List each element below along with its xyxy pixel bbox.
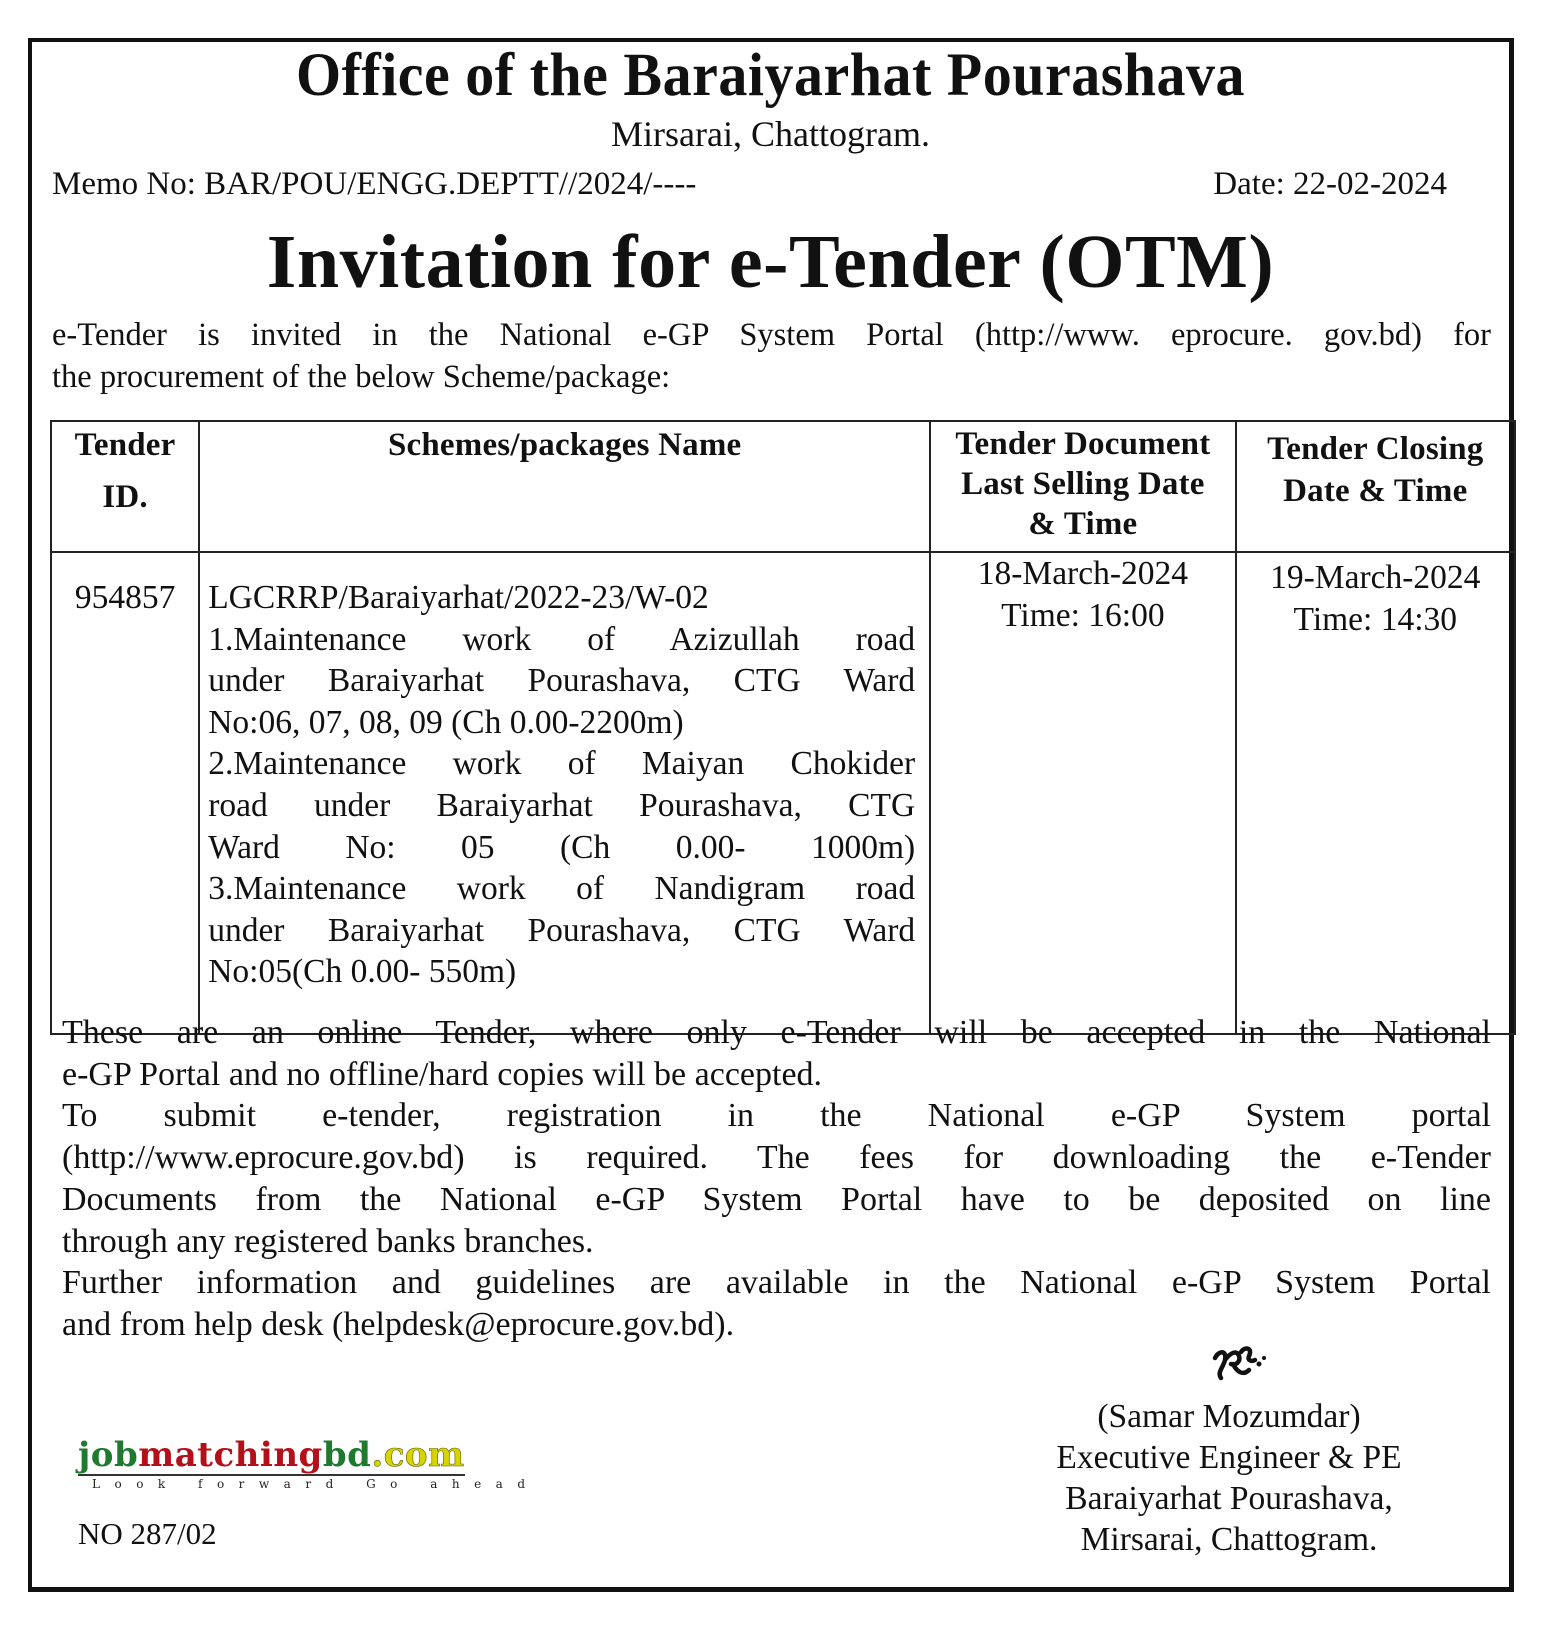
intro-line: the procurement of the below Scheme/package: (52, 359, 671, 395)
memo-number: Memo No: BAR/POU/ENGG.DEPTT//2024/---- (52, 166, 697, 202)
signatory-location: Mirsarai, Chattogram. (1080, 1521, 1378, 1558)
scheme-line: No:05(Ch 0.00- 550m) (208, 953, 517, 991)
table-header-row (51, 421, 1515, 552)
office-location: Mirsarai, Chattogram. (611, 114, 930, 154)
notice-date: Date: 22-02-2024 (1213, 166, 1447, 202)
scheme-line: 3.Maintenance work of Nandigram road (208, 870, 916, 908)
header-closing: Tender Closing Date & Time (1236, 421, 1515, 552)
scheme-name-cell (199, 552, 930, 1034)
scheme-line: Ward No: 05 (Ch 0.00- 1000m) (208, 828, 916, 866)
tender-id-cell (51, 552, 199, 1034)
last-selling-time: Time: 16:00 (1001, 596, 1165, 634)
terms-paragraph (62, 1012, 1491, 1346)
terms-line: (http://www.eprocure.gov.bd) is required. The fees for downloading the e-Tender (62, 1139, 1491, 1177)
terms-line: To submit e-tender, registration in the National e-GP System portal (62, 1097, 1491, 1135)
closing-time: Time: 14:30 (1293, 600, 1458, 638)
notice-title: Invitation for e-Tender (OTM) (266, 220, 1275, 304)
scheme-line: LGCRRP/Baraiyarhat/2022-23/W-02 (208, 579, 709, 616)
scheme-line: No:06, 07, 08, 09 (Ch 0.00-2200m) (208, 703, 684, 741)
header-scheme-name: Schemes/packages Name (199, 421, 930, 552)
signatory-office: Baraiyarhat Pourashava, (1065, 1480, 1393, 1517)
watermark-logo (78, 1435, 540, 1492)
signatory-name: (Samar Mozumdar) (1097, 1398, 1361, 1435)
signature-block (1009, 1342, 1449, 1560)
scheme-line: 2.Maintenance work of Maiyan Chokider (208, 745, 916, 783)
memo-row (52, 168, 1447, 201)
last-selling-date: 18-March-2024 (977, 555, 1188, 592)
scheme-line: 1.Maintenance work of Azizullah road (208, 620, 916, 658)
tender-table (50, 420, 1516, 1035)
terms-line: through any registered banks branches. (62, 1222, 594, 1260)
intro-paragraph (52, 314, 1491, 398)
intro-line: e-Tender is invited in the National e-GP System Portal (http://www. eprocure. gov.bd) for (52, 317, 1491, 353)
header-tender-id: Tender ID. (51, 421, 199, 552)
watermark-wordmark: jobmatchingbd.com (78, 1435, 465, 1475)
office-title: Office of the Baraiyarhat Pourashava (295, 40, 1246, 109)
terms-line: These are an online Tender, where only e-Tender will be accepted in the National (62, 1014, 1491, 1051)
terms-line: e-GP Portal and no offline/hard copies will be accepted. (62, 1055, 823, 1093)
reference-number: NO 287/02 (78, 1516, 217, 1551)
terms-line: Further information and guidelines are available in the National e-GP System Portal (62, 1264, 1491, 1302)
signatory-designation: Executive Engineer & PE (1056, 1439, 1402, 1476)
table-row (51, 552, 1515, 1034)
watermark-tagline: Look forward Go ahead (92, 1477, 540, 1491)
scheme-line: under Baraiyarhat Pourashava, CTG Ward (208, 911, 916, 949)
tender-id: 954857 (74, 579, 176, 616)
tender-notice (28, 38, 1514, 1592)
scheme-line: under Baraiyarhat Pourashava, CTG Ward (208, 662, 916, 700)
signature-mark-icon (1009, 1342, 1449, 1396)
closing-date: 19-March-2024 (1270, 559, 1481, 596)
terms-line: and from help desk (helpdesk@eprocure.gov.bd). (62, 1305, 735, 1343)
header-last-selling: Tender Document Last Selling Date & Time (930, 421, 1235, 552)
scheme-line: road under Baraiyarhat Pourashava, CTG (208, 786, 916, 824)
closing-cell (1236, 552, 1515, 1034)
terms-line: Documents from the National e-GP System Portal have to be deposited on line (62, 1180, 1491, 1218)
last-selling-cell (930, 552, 1235, 1034)
